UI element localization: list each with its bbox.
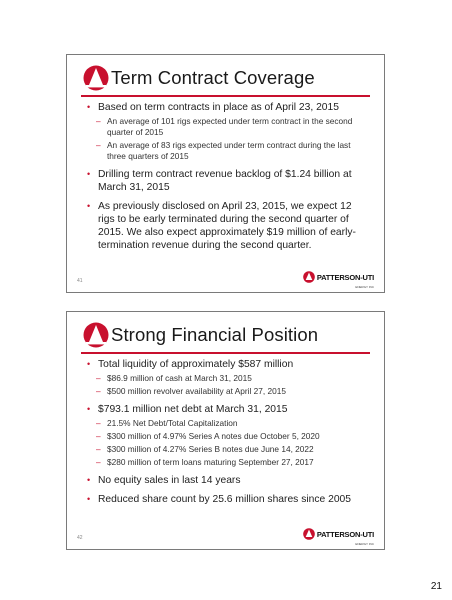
bullet-text: Total liquidity of approximately $587 million <box>98 359 294 370</box>
sub-bullet-item <box>87 140 368 162</box>
bullet-item <box>87 358 368 371</box>
sub-bullet-marker: – <box>96 457 101 467</box>
bullet-item <box>87 101 368 114</box>
slide-strong-financial-position <box>66 311 385 550</box>
sub-bullet-list <box>87 116 368 162</box>
bullet-text: Reduced share count by 25.6 million shares since 2005 <box>98 494 351 505</box>
bullet-item <box>87 168 368 194</box>
slide-title: Strong Financial Position <box>111 324 319 345</box>
sub-bullet-text: $86.9 million of cash at March 31, 2015 <box>107 373 252 383</box>
brand-name: PATTERSON-UTI <box>316 272 374 282</box>
sub-bullet-item <box>87 418 368 429</box>
bullet-item <box>87 403 368 416</box>
sub-bullet-marker: – <box>96 373 101 383</box>
sub-bullet-list <box>87 373 368 397</box>
bullet-marker: • <box>87 475 91 485</box>
sub-bullet-item <box>87 457 368 468</box>
document-page-number: 21 <box>430 581 442 592</box>
brand-logo <box>303 270 374 289</box>
slide-page-number: 42 <box>77 535 83 541</box>
title-divider <box>81 95 370 97</box>
bullet-marker: • <box>87 359 91 369</box>
sub-bullet-item <box>87 431 368 442</box>
bullet-marker: • <box>87 404 91 414</box>
bullet-item <box>87 474 368 487</box>
brand-logo <box>303 527 374 546</box>
bullet-text: No equity sales in last 14 years <box>98 475 241 486</box>
patterson-uti-logo-icon <box>83 65 109 91</box>
bullet-item <box>87 493 368 506</box>
bullet-text: $793.1 million net debt at March 31, 2015 <box>98 404 288 415</box>
bullet-text: Drilling term contract revenue backlog of $1.24 billion at March 31, 2015 <box>98 169 352 193</box>
sub-bullet-text: $500 million revolver availability at April 27, 2015 <box>107 386 286 396</box>
sub-bullet-list <box>87 418 368 468</box>
sub-bullet-marker: – <box>96 386 101 396</box>
bullet-marker: • <box>87 102 91 112</box>
brand-name: PATTERSON-UTI <box>316 529 374 539</box>
brand-subtitle: ENERGY INC <box>355 285 374 289</box>
sub-bullet-item <box>87 373 368 384</box>
sub-bullet-item <box>87 116 368 138</box>
sub-bullet-marker: – <box>96 140 101 150</box>
bullet-marker: • <box>87 494 91 504</box>
sub-bullet-item <box>87 444 368 455</box>
sub-bullet-marker: – <box>96 431 101 441</box>
title-divider <box>81 352 370 354</box>
brand-subtitle: ENERGY INC <box>355 542 374 546</box>
sub-bullet-text: $280 million of term loans maturing September 27, 2017 <box>107 457 314 467</box>
sub-bullet-text: 21.5% Net Debt/Total Capitalization <box>107 418 238 428</box>
sub-bullet-marker: – <box>96 418 101 428</box>
sub-bullet-text: $300 million of 4.97% Series A notes due October 5, 2020 <box>107 431 320 441</box>
bullet-text: As previously disclosed on April 23, 2015, we expect 12 rigs to be early terminated during the second quarter of 2015. We also expect approximately $19 million of early-termination revenue during the second quarter. <box>98 201 356 251</box>
patterson-uti-logo-icon <box>303 528 315 540</box>
bullet-text: Based on term contracts in place as of April 23, 2015 <box>98 102 339 113</box>
bullet-item <box>87 200 368 252</box>
sub-bullet-marker: – <box>96 116 101 126</box>
patterson-uti-logo-icon <box>83 322 109 348</box>
sub-bullet-text: $300 million of 4.27% Series B notes due June 14, 2022 <box>107 444 314 454</box>
slide-term-contract-coverage <box>66 54 385 293</box>
patterson-uti-logo-icon <box>303 271 315 283</box>
bullet-marker: • <box>87 169 91 179</box>
slide-page-number: 41 <box>77 278 83 284</box>
bullet-marker: • <box>87 201 91 211</box>
sub-bullet-text: An average of 83 rigs expected under term contract during the last three quarters of 2015 <box>107 140 351 161</box>
sub-bullet-marker: – <box>96 444 101 454</box>
slide-title: Term Contract Coverage <box>111 67 315 88</box>
sub-bullet-item <box>87 386 368 397</box>
slide-content <box>87 101 368 258</box>
sub-bullet-text: An average of 101 rigs expected under term contract in the second quarter of 2015 <box>107 116 353 137</box>
slide-content <box>87 358 368 512</box>
